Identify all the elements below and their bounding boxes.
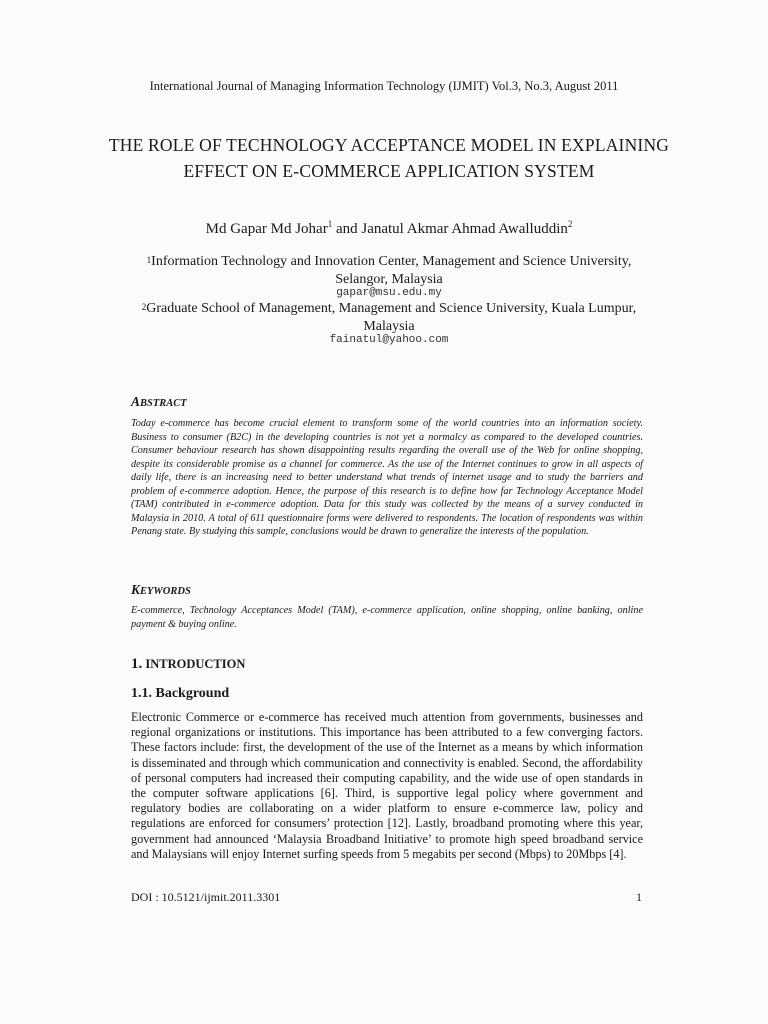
affiliation-text: Information Technology and Innovation Center, Management and Science University, Selangor, Malaysia — [151, 254, 632, 287]
author-superscript: 2 — [567, 219, 573, 229]
affiliation-1 — [120, 253, 658, 289]
paper-title: THE ROLE OF TECHNOLOGY ACCEPTANCE MODEL IN EXPLAINING EFFECT ON E-COMMERCE APPLICATION SYSTEM — [108, 135, 670, 181]
abstract-text: Today e-commerce has become crucial element to transform some of the world countries into an information society. Business to consumer (B2C) in the developing countries is not yet a normalcy as compared to the developed countries. Consumer behaviour research has shown disappointing results regarding the overall use of the Web for online shopping, despite its considerable promise as a channel for commerce. As the use of the Internet continues to grow in all aspects of daily life, there is an increasing need to better understand what trends of internet usage and to study the barriers and problem of e-commerce adoption. Hence, the purpose of this research is to define how far Technology Acceptance Model (TAM) contributed in e-commerce adoption. Data for this study was collected by the means of a survey conducted in Malaysia in 2010. A total of 611 questionnaire forms were delivered to respondents. The location of respondents was within Penang state. By studying this sample, conclusions would be drawn to generalize the interests of the population. — [131, 418, 643, 537]
body-paragraph: Electronic Commerce or e-commerce has received much attention from governments, businesses and regional organizations or institutions. This importance has been attributed to a few converging factors. These factors include: first, the development of the use of the Internet as a means by which information is disseminated and through which communication and connectivity is enabled. Second, the affordability of personal computers had increased their computing capability, and the wide use of open standards in the computer software applications [6]. Third, is supportive legal policy where government and regulatory bodies are collaborating on a wider platform to ensure e-commerce law, policy and regulations are enforced for consumers’ protection [12]. Lastly, broadband promoting where this year, government had announced ‘Malaysia Broadband Initiative’ to promote high speed broadband service and Malaysians will enjoy Internet surfing speeds from 5 megabits per second (Mbps) to 20Mbps [4]. — [131, 710, 643, 861]
affiliation-2 — [120, 300, 658, 336]
author-name: Md Gapar Md Johar — [205, 221, 328, 237]
author-line — [0, 221, 768, 238]
doi-footer: DOI : 10.5121/ijmit.2011.3301 — [131, 890, 281, 904]
affiliation-superscript: 2 — [141, 302, 147, 312]
section-title: INTRODUCTION — [142, 657, 246, 671]
subsection-heading: 1.1. Background — [131, 686, 230, 701]
author-name: Janatul Akmar Ahmad Awalluddin — [361, 221, 568, 237]
keywords-heading-initial: K — [131, 582, 141, 597]
page-number: 1 — [636, 890, 642, 904]
affiliation-superscript: 1 — [146, 255, 152, 265]
author-superscript: 1 — [327, 219, 333, 229]
journal-header: International Journal of Managing Information Technology (IJMIT) Vol.3, No.3, August 2011 — [149, 79, 619, 93]
keywords-heading-rest: EYWORDS — [140, 586, 191, 597]
email-1: gapar@msu.edu.my — [336, 287, 442, 299]
abstract-heading-initial: A — [131, 394, 141, 409]
section-number: 1. — [131, 656, 143, 672]
affiliation-text: Graduate School of Management, Management and Science University, Kuala Lumpur, Malaysia — [146, 301, 637, 334]
keywords-heading — [131, 582, 191, 598]
abstract-heading-rest: BSTRACT — [140, 398, 187, 409]
author-conjunction: and — [332, 221, 362, 237]
abstract-heading — [131, 394, 187, 410]
section-heading — [131, 656, 245, 673]
keywords-text: E-commerce, Technology Acceptances Model (TAM), e-commerce application, online shopping, online banking, online payment & buying online. — [131, 605, 643, 630]
email-2: fainatul@yahoo.com — [329, 334, 449, 346]
